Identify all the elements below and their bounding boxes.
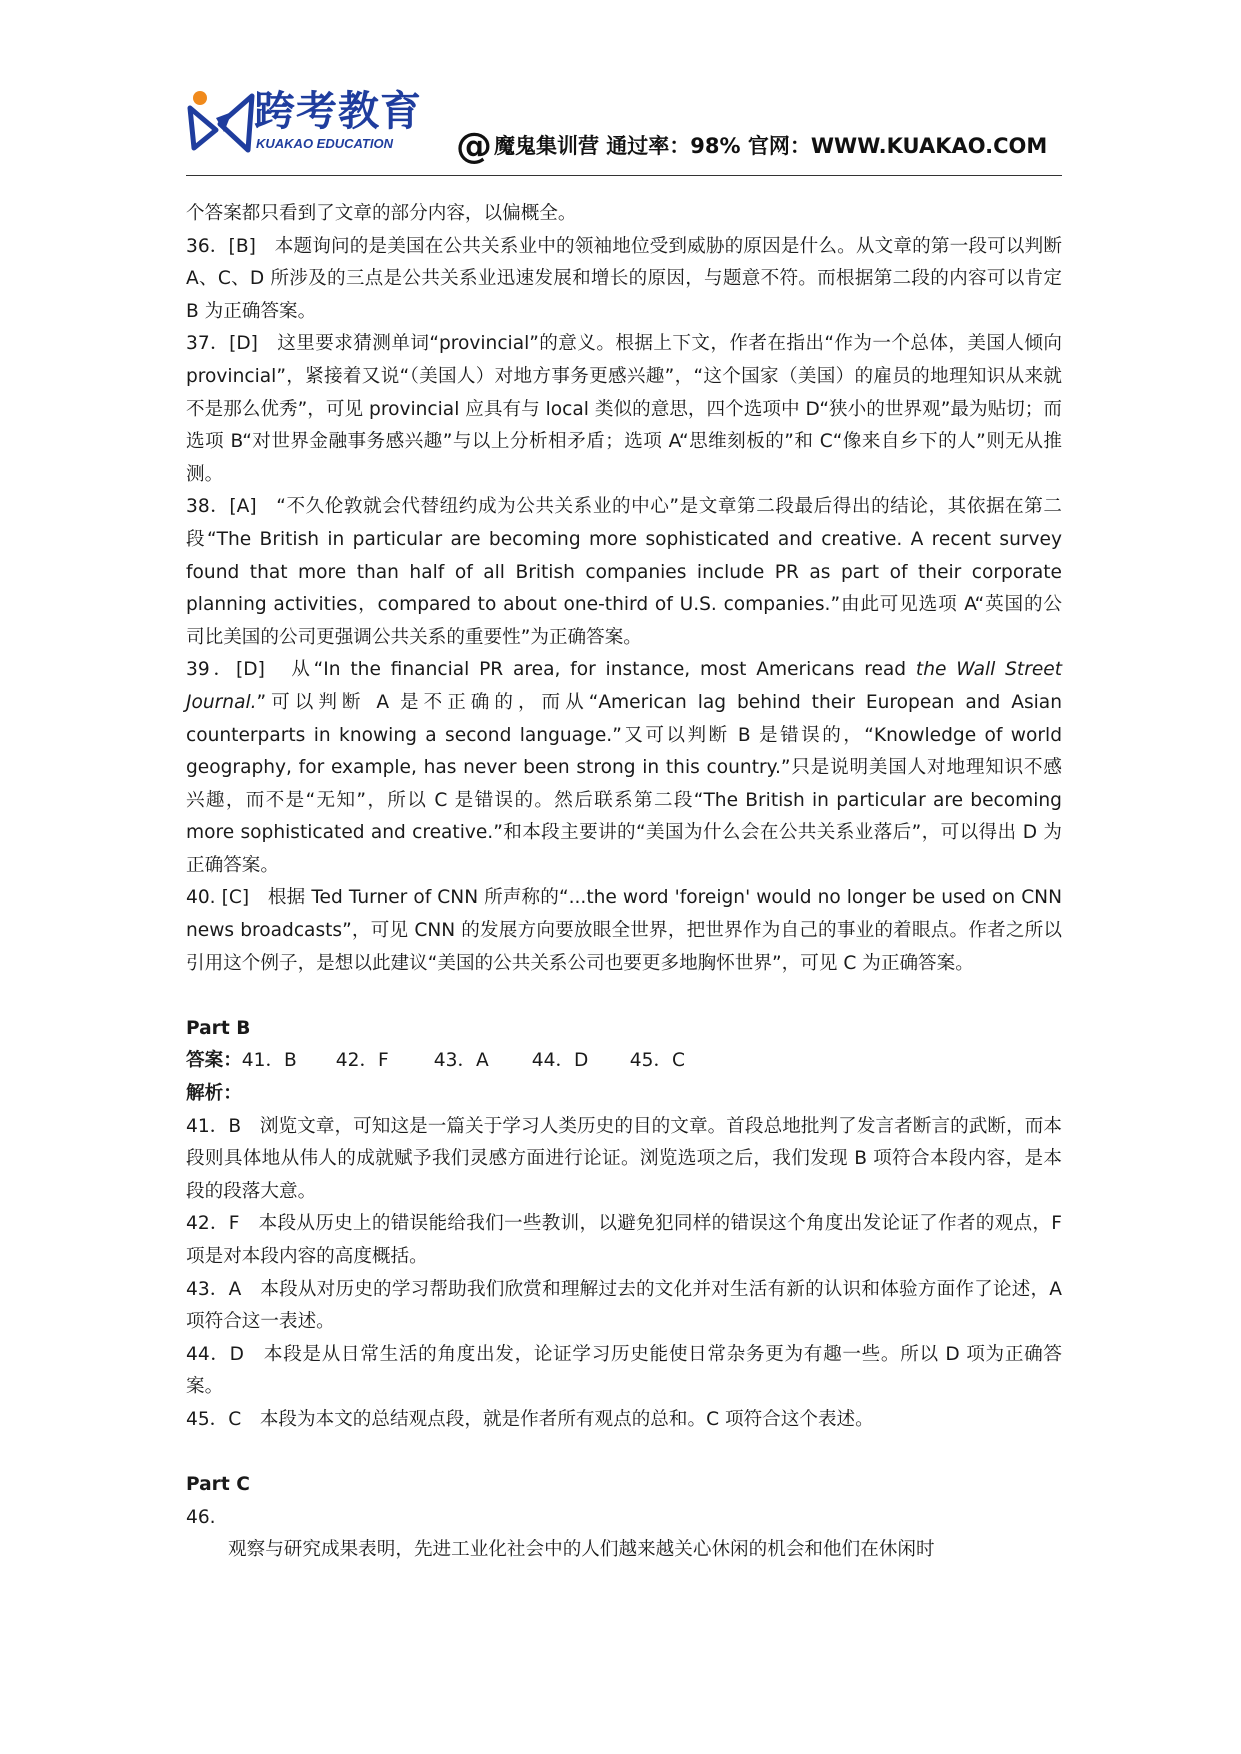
slogan-text: 魔鬼集训营 通过率：98% 官网：WWW.KUAKAO.COM [494,134,1048,158]
answer-40: 40. [C] 根据 Ted Turner of CNN 所声称的“...the word 'foreign' would no longer be used on CNN news broadcasts”，可见 CNN 的发展方向要放眼全世界，把世界作为自己的事业的着眼点。作者之所以引用这个例子，是想以此建议“美国的公共关系公司也要更多地胸怀世界”，可见 C 为正确答案。 [186,887,1062,974]
translation-46-text: 观察与研究成果表明，先进工业化社会中的人们越来越关心休闲的机会和他们在休闲时 [228,1539,935,1561]
analysis-41: 41．B 浏览文章，可知这是一篇关于学习人类历史的目的文章。首段总地批判了发言者断言的武断，而本段则具体地从伟人的成就赋予我们灵感方面进行论证。浏览选项之后，我们发现 B 项符合本段内容，是本段的段落大意。 [186,1115,1062,1202]
page-header [186,86,1062,176]
answer-37: 37．[D] 这里要求猜测单词“provincial”的意义。根据上下文，作者在指出“作为一个总体，美国人倾向 provincial”，紧接着又说“（美国人）对地方事务更感兴趣”，“这个国家（美国）的雇员的地理知识从来就不是那么优秀”，可见 provincial 应具有与 local 类似的意思，四个选项中 D“狭小的世界观”最为贴切；而选项 B“对世界金融事务感兴趣”与以上分析相矛盾；选项 A“思维刻板的”和 C“像来自乡下的人”则无从推测。 [186,333,1062,485]
answer-39 [186,654,1062,882]
analysis-45: 45．C 本段为本文的总结观点段，就是作者所有观点的总和。C 项符合这个表述。 [186,1408,874,1430]
kuakao-logo [186,86,426,156]
answer-38: 38．[A] “不久伦敦就会代替纽约成为公共关系业的中心”是文章第二段最后得出的结论，其依据在第二段“The British in particular are becoming more sophisticated and creative. A recent survey found that more than half of all British companies include PR as part of their corporate planning activities，compared to about one-third of U.S. companies.”由此可见选项 A“英国的公司比美国的公司更强调公共关系的重要性”为正确答案。 [186,496,1062,648]
answer-39-text-a: 39．[D] 从“In the financial PR area, for instance, most Americans read [186,659,916,681]
spacer [186,980,1062,1013]
analysis-42: 42．F 本段从历史上的错误能给我们一些教训，以避免犯同样的错误这个角度出发论证了作者的观点，F 项是对本段内容的高度概括。 [186,1213,1062,1267]
answer-39-text-b: ”可以判断 A 是不正确的，而从“American lag behind their European and Asian counterparts in knowing a second language.”又可以判断 B 是错误的，“Knowledge of world geography, for example, has never been strong in this country.”只是说明美国人对地理知识不感兴趣，而不是“无知”，所以 C 是错误的。然后联系第二段“The British in particular are becoming more sophisticated and creative.”和本段主要讲的“美国为什么会在公共关系业落后”，可以得出 D 为正确答案。 [186,691,1062,876]
at-sign-icon: @ [456,126,492,167]
answer-key: 44．D [531,1050,589,1072]
part-b-answers [186,1045,1062,1078]
logo-chinese-text: 跨考教育 [254,87,422,135]
part-c-heading: Part C [186,1474,250,1496]
paragraph: 个答案都只看到了文章的部分内容，以偏概全。 [186,203,577,224]
analysis-43: 43．A 本段从对历史的学习帮助我们欣赏和理解过去的文化并对生活有新的认识和体验方面作了论述，A 项符合这一表述。 [186,1278,1062,1333]
question-46-number: 46. [186,1506,216,1528]
logo-english-text: KUAKAO EDUCATION [256,136,393,151]
answer-key: 41．B [241,1050,297,1072]
answer-key: 42．F [335,1050,389,1072]
document-body [186,198,1062,1567]
kuakao-logo-mark-icon [186,90,258,154]
answer-36: 36．[B] 本题询问的是美国在公共关系业中的领袖地位受到威胁的原因是什么。从文章的第一段可以判断 A、C、D 所涉及的三点是公共关系业迅速发展和增长的原因，与题意不符。而根据第二段的内容可以肯定 B 为正确答案。 [186,235,1062,322]
part-b-heading: Part B [186,1017,251,1039]
answer-key: 45．C [629,1050,686,1072]
spacer [186,1437,1062,1470]
answer-label: 答案： [186,1050,242,1072]
answer-key: 43．A [433,1050,489,1072]
answer-39-italic-title: the Wall Street Journal. [186,659,1063,713]
header-divider [186,175,1062,176]
analysis-label: 解析： [186,1083,242,1105]
header-slogan [456,126,1047,167]
analysis-44: 44．D 本段是从日常生活的角度出发，论证学习历史能使日常杂务更为有趣一些。所以 D 项为正确答案。 [186,1343,1062,1398]
